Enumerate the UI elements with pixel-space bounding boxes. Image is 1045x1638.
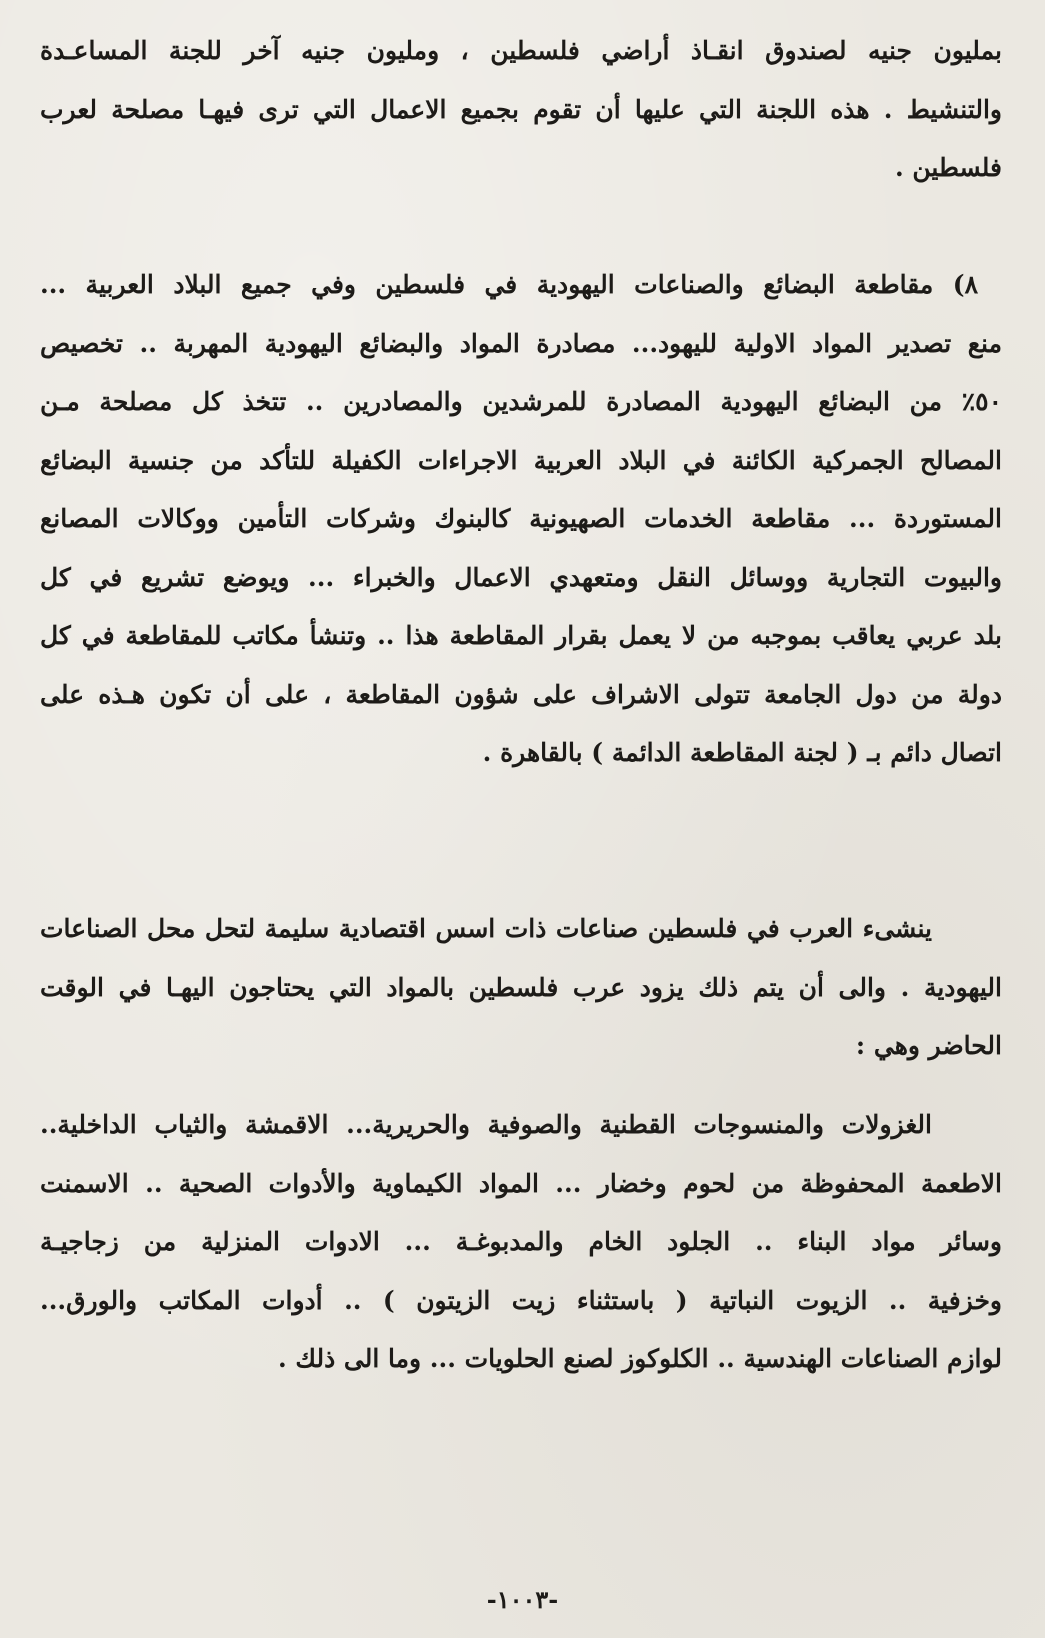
text-line: ينشىء العرب في فلسطين صناعات ذات اسس اقتصادية سليمة لتحل محل الصناعات <box>40 914 932 943</box>
text-line: فلسطين . <box>894 153 1002 182</box>
text-line: الغزولات والمنسوجات القطنية والصوفية والحريرية... الاقمشة والثياب الداخلية.. <box>40 1110 932 1139</box>
text-line: اليهودية . والى أن يتم ذلك يزود عرب فلسطين بالمواد التي يحتاجون اليهـا في الوقت <box>40 972 1002 1002</box>
text-line: وسائر مواد البناء .. الجلود الخام والمدبوغـة ... الادوات المنزلية من زجاجيـة <box>40 1227 1002 1256</box>
text-line: بلد عربي يعاقب بموجبه من لا يعمل بقرار المقاطعة هذا .. وتنشأ مكاتب للمقاطعة في كل <box>40 621 1002 650</box>
text-line: ٥٠٪ من البضائع اليهودية المصادرة للمرشدين والمصادرين .. تتخذ كل مصلحة مـن <box>40 387 1002 416</box>
text-line: والبيوت التجارية ووسائل النقل ومتعهدي الاعمال والخبراء ... ويوضع تشريع في كل <box>40 562 1002 592</box>
text-line: لوازم الصناعات الهندسية .. الكلوكوز لصنع الحلويات ... وما الى ذلك . <box>277 1344 1002 1373</box>
text-line: وخزفية .. الزيوت النباتية ( باستثناء زيت الزيتون ) .. أدوات المكاتب والورق... <box>40 1285 1002 1315</box>
text-line: ٨) مقاطعة البضائع والصناعات اليهودية في فلسطين وفي جميع البلاد العربية ... <box>40 270 978 299</box>
paragraph-industries <box>40 900 1002 1076</box>
paragraph-boycott <box>40 256 1002 783</box>
paragraph-materials-list <box>40 1096 1002 1389</box>
text-line: دولة من دول الجامعة تتولى الاشراف على شؤون المقاطعة ، على أن تكون هـذه على <box>40 679 1002 709</box>
text-line: المصالح الجمركية الكائنة في البلاد العربية الاجراءات الكفيلة للتأكد من جنسية البضائع <box>40 445 1002 475</box>
text-line: منع تصدير المواد الاولية لليهود... مصادرة المواد والبضائع اليهودية المهربة .. تخصيص <box>40 328 1002 358</box>
text-line: الاطعمة المحفوظة من لحوم وخضار ... المواد الكيماوية والأدوات الصحية .. الاسمنت <box>40 1168 1002 1198</box>
text-line: بمليون جنيه لصندوق انقـاذ أراضي فلسطين ، ومليون جنيه آخر للجنة المساعـدة <box>40 36 1002 65</box>
text-line: والتنشيط . هذه اللجنة التي عليها أن تقوم بجميع الاعمال التي ترى فيهـا مصلحة لعرب <box>40 94 1002 124</box>
paragraph-funding <box>40 22 1002 198</box>
text-line: الحاضر وهي : <box>855 1031 1002 1060</box>
page-number: -١٠٠٣- <box>486 1585 559 1614</box>
text-line: اتصال دائم بـ ( لجنة المقاطعة الدائمة ) بالقاهرة . <box>482 738 1002 767</box>
text-line: المستوردة ... مقاطعة الخدمات الصهيونية كالبنوك وشركات التأمين ووكالات المصانع <box>40 504 1002 533</box>
